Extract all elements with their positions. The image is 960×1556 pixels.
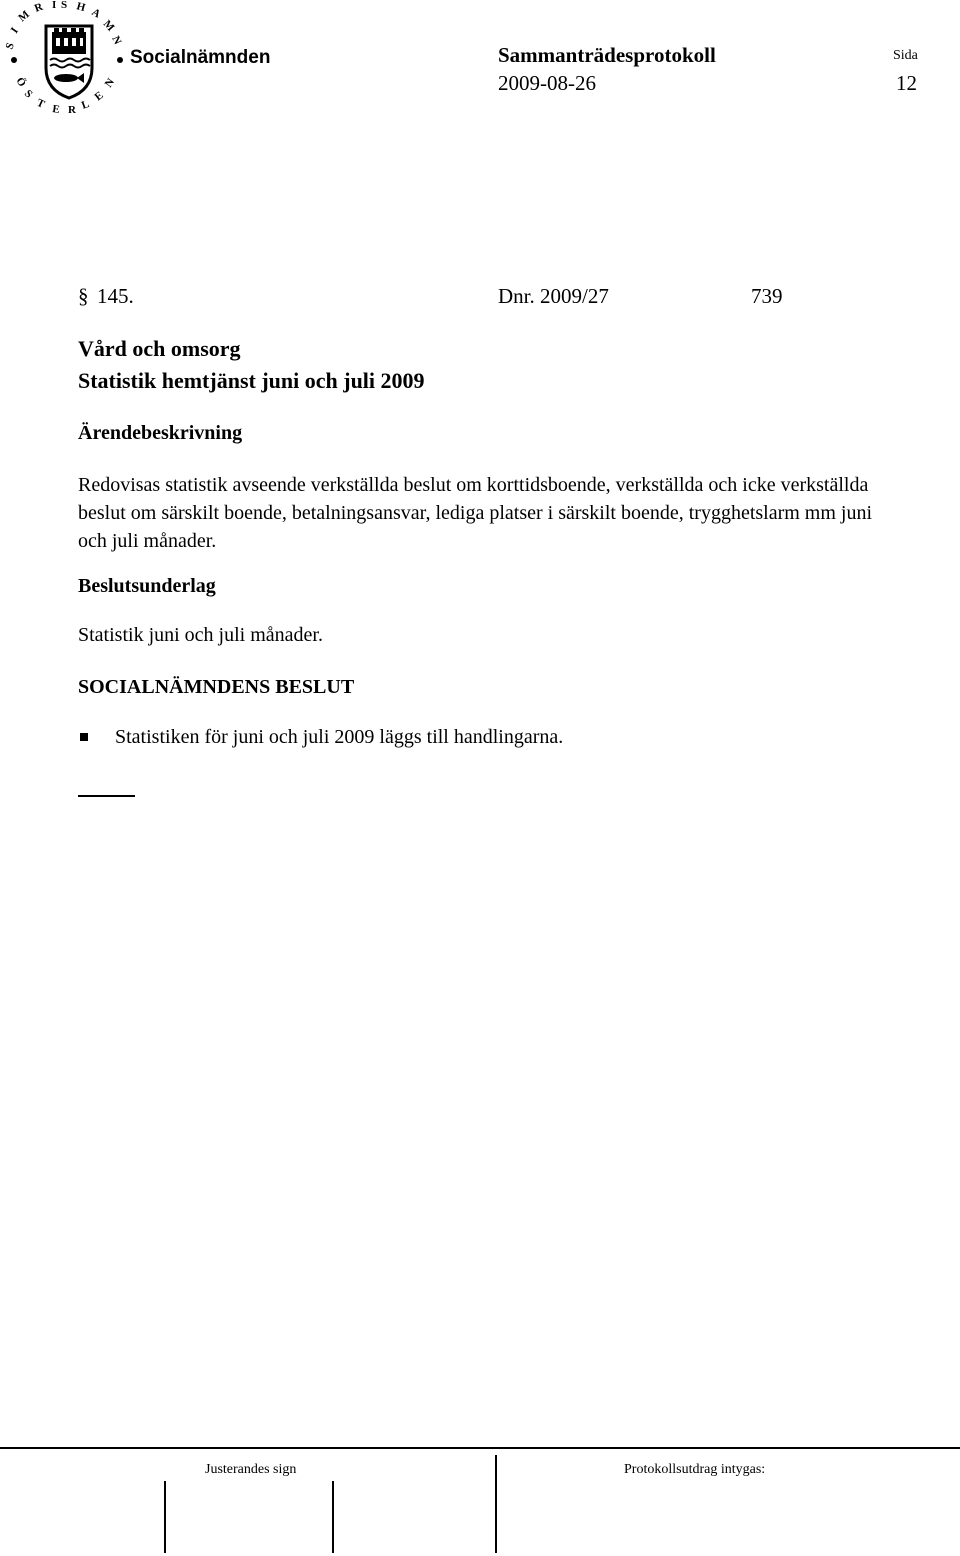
signature-box-divider xyxy=(164,1481,166,1553)
decision-basis-heading: Beslutsunderlag xyxy=(78,575,216,597)
organization-name: Socialnämnden xyxy=(130,47,271,68)
svg-text:I: I xyxy=(8,25,21,36)
paragraph-mark: § xyxy=(78,284,89,308)
decision-heading: SOCIALNÄMNDENS BESLUT xyxy=(78,676,355,698)
extract-certified-label: Protokollsutdrag intygas: xyxy=(624,1462,766,1477)
svg-text:T: T xyxy=(34,96,47,111)
page-label: Sida xyxy=(893,48,918,63)
signature-box-divider xyxy=(332,1481,334,1553)
page-number: 12 xyxy=(896,71,917,95)
svg-text:R: R xyxy=(32,0,45,15)
decision-basis-text: Statistik juni och juli månader. xyxy=(78,624,323,646)
svg-text:A: A xyxy=(89,6,103,21)
case-number: 739 xyxy=(751,284,783,308)
svg-text:S: S xyxy=(61,0,68,11)
square-bullet-icon xyxy=(80,733,88,741)
svg-text:N: N xyxy=(102,76,118,90)
paragraph-number: 145. xyxy=(97,284,134,308)
item-title: Statistik hemtjänst juni och juli 2009 xyxy=(78,368,425,393)
svg-text:N: N xyxy=(109,34,124,47)
end-rule xyxy=(78,795,135,797)
meeting-date: 2009-08-26 xyxy=(498,71,596,95)
footer-divider xyxy=(0,1447,960,1449)
svg-text:E: E xyxy=(51,103,61,116)
svg-text:E: E xyxy=(92,89,106,104)
svg-text:R: R xyxy=(68,104,76,116)
svg-text:S: S xyxy=(21,87,35,101)
svg-text:I: I xyxy=(52,0,57,11)
decision-item: Statistiken för juni och juli 2009 läggs till handlingarna. xyxy=(115,726,564,748)
municipality-logo xyxy=(3,0,130,118)
svg-text:M: M xyxy=(100,17,117,34)
svg-text:H: H xyxy=(75,0,87,15)
item-area-heading: Vård och omsorg xyxy=(78,336,241,361)
svg-text:L: L xyxy=(79,98,91,112)
svg-text:M: M xyxy=(16,8,32,25)
signing-label: Justerandes sign xyxy=(205,1462,297,1477)
svg-text:Ö: Ö xyxy=(13,75,29,89)
document-type: Sammanträdesprotokoll xyxy=(498,43,716,67)
case-description-text: Redovisas statistik avseende verkställda beslut om korttidsboende, verkställda och icke verkställda beslut om särskilt boende, betalningsansvar, lediga platser i särskilt boende, trygghetslarm mm juni och juli månader. xyxy=(78,474,873,552)
footer-column-divider xyxy=(495,1455,497,1553)
registration-number: Dnr. 2009/27 xyxy=(498,284,609,308)
case-description-heading: Ärendebeskrivning xyxy=(78,422,243,444)
svg-text:S: S xyxy=(3,41,17,52)
